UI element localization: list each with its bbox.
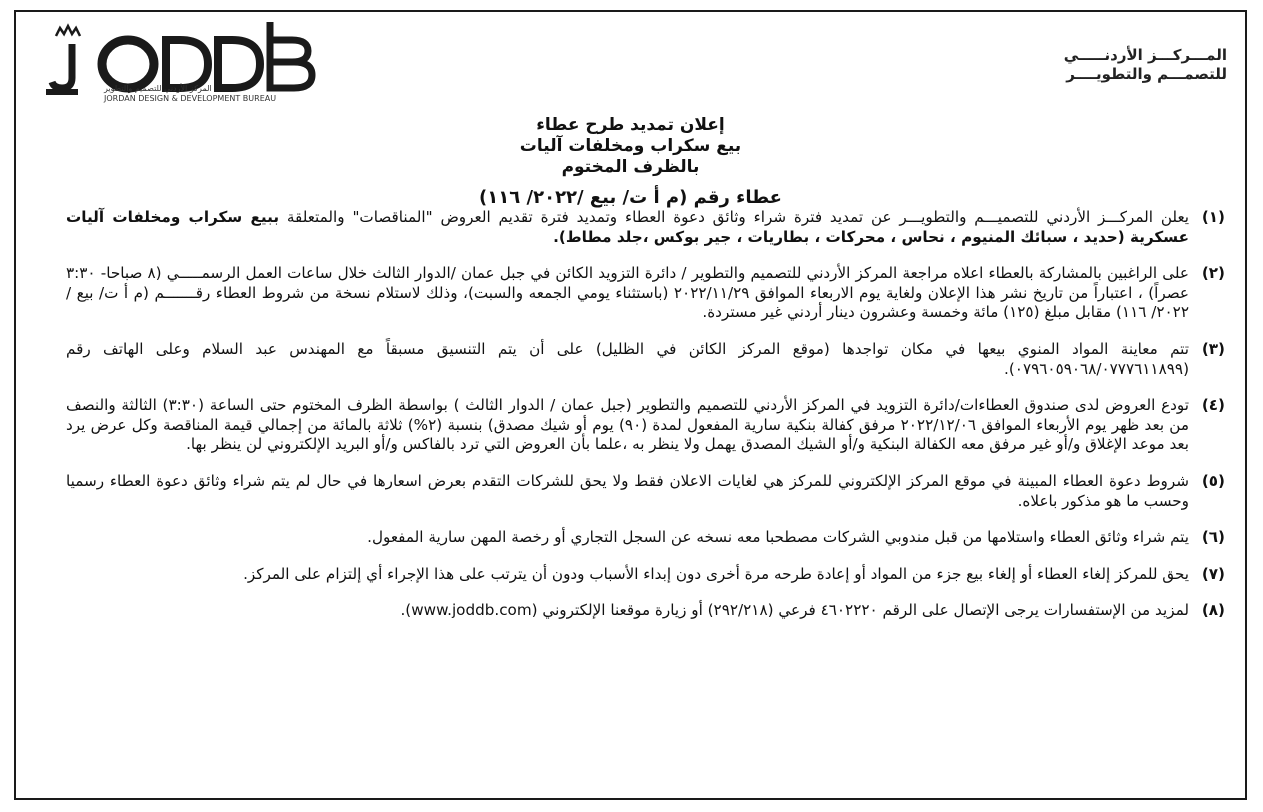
org-line-1: المـــركـــز الأردنـــــي [1063, 46, 1227, 64]
item-text: يتم شراء وثائق العطاء واستلامها من قبل مندوبي الشركات مصطحبا معه نسخه عن السجل التجاري أو رخصة المهن سارية المفعول. [367, 528, 1189, 547]
list-item [66, 208, 1225, 247]
item-text: تتم معاينة المواد المنوي بيعها في مكان تواجدها (موقع المركز الكائن في الظليل) على أن يتم التنسيق مسبقاً مع المهندس عبد السلام وعلى الهاتف رقم (٠٧٩٦٠٥٩٠٦٨/٠٧٧٧٦١١٨٩٩). [66, 339, 1189, 378]
logo-tagline-en: JORDAN DESIGN & DEVELOPMENT BUREAU [104, 94, 277, 103]
organization-name [1064, 46, 1227, 84]
announcement-titles [16, 115, 1245, 208]
list-item [66, 601, 1225, 621]
item-number: (٥) [1201, 471, 1225, 490]
item-text-plain: يعلن المركـــز الأردني للتصميـــم والتطويـــر عن تمديد فترة شراء وثائق دعوة العطاء وتمديد فترة تقديم العروض "المناقصات" والمتعلقة [286, 208, 1190, 226]
list-item [66, 264, 1225, 323]
list-item [66, 472, 1225, 511]
list-item [66, 565, 1225, 585]
item-text: شروط دعوة العطاء المبينة في موقع المركز الإلكتروني للمركز هي لغايات الاعلان فقط ولا يحق للشركات التقدم بعرض اسعارها في حال لم يتم شراء وثائق دعوة العطاء رسميا وحسب ما هو مذكور باعلاه. [66, 471, 1189, 510]
list-item [66, 340, 1225, 379]
item-text: تودع العروض لدى صندوق العطاءات/دائرة التزويد في المركز الأردني للتصميم والتطوير (جبل عمان / الدوار الثالث ) بواسطة الظرف المختوم حتى الساعة (٣:٣٠) الثالثة والنصف من بعد ظهر يوم الأربعاء الموافق ٢٠٢٢/١٢/٠٦ مرفق كفالة بنكية سارية المفعول لمدة (٩٠) يوم أو شيك مصدق) بنسبة (٢%) ثلاثة بالمائة من إجمالي قيمة المناقصة وكل عرض يرد بعد موعد الإغلاق و/أو غير مرفق معه الكفالة البنكية و/أو الشيك المصدق يهمل ولا ينظر به ،علما بأن العروض التي ترد بالفاكس و/أو البريد الإلكتروني لن ينظر بها. [66, 396, 1190, 454]
item-number: (٤) [1201, 396, 1225, 415]
title-line-1: إعلان تمديد طرح عطاء [536, 115, 725, 135]
joddb-logo [42, 22, 342, 110]
announcement-items [66, 208, 1225, 638]
announcement-sheet [14, 10, 1247, 800]
item-number: (١) [1201, 208, 1225, 226]
org-line-2: للتصمـــم والتطويــــر [1066, 65, 1227, 83]
item-number: (٦) [1201, 528, 1225, 547]
logo-tagline-ar: المركز الأردني للتصميم والتطوير [104, 84, 212, 93]
title-line-2: بيع سكراب ومخلفات آليات [519, 136, 742, 156]
title-line-3: بالظرف المختوم [561, 157, 700, 177]
item-number: (٧) [1201, 564, 1225, 583]
item-number: (٣) [1201, 339, 1225, 358]
item-number: (٢) [1201, 264, 1225, 283]
item-text: يحق للمركز إلغاء العطاء أو إلغاء بيع جزء من المواد أو إعادة طرحه مرة أخرى دون إبداء الأسباب ودون أن يترتب على هذا الإجراء أي إلتزام على المركز. [243, 564, 1189, 583]
tender-number: عطاء رقم (م أ ت/ بيع /٢٠٢٢/ ١١٦) [479, 187, 782, 208]
list-item [66, 528, 1225, 548]
item-text [66, 208, 1189, 247]
item-number: (٨) [1201, 601, 1225, 620]
item-text: على الراغبين بالمشاركة بالعطاء اعلاه مراجعة المركز الأردني للتصميم والتطوير / دائرة التزويد الكائن في جبل عمان /الدوار الثالث خلال ساعات العمل الرسمـــــي (٨ صباحا- ٣:٣٠ عصراً) ، اعتباراً من تاريخ نشر هذا الإعلان ولغاية يوم الاربعاء الموافق ٢٠٢٢/١١/٢٩ (باستثناء يومي الجمعه والسبت)، وذلك لاستلام نسخة من شروط العطاء رقـــــــم (م أ ت/ بيع /٢٠٢٢/ ١١٦) مقابل مبلغ (١٢٥) مائة وخمسة وعشرون دينار أردني غير مستردة. [66, 264, 1189, 322]
item-text: لمزيد من الإستفسارات يرجى الإتصال على الرقم ٤٦٠٢٢٢٠ فرعي (٢٩٢/٢١٨) أو زيارة موقعنا الإلكتروني (www.joddb.com). [400, 601, 1189, 620]
header [16, 12, 1245, 116]
logo-tagline [104, 84, 334, 104]
list-item [66, 396, 1225, 455]
item-text-bold: ببيع سكراب ومخلفات آليات عسكرية (حديد ، سبائك المنيوم ، نحاس ، محركات ، بطاريات ، جير بوكس ،جلد مطاط). [66, 208, 1189, 246]
